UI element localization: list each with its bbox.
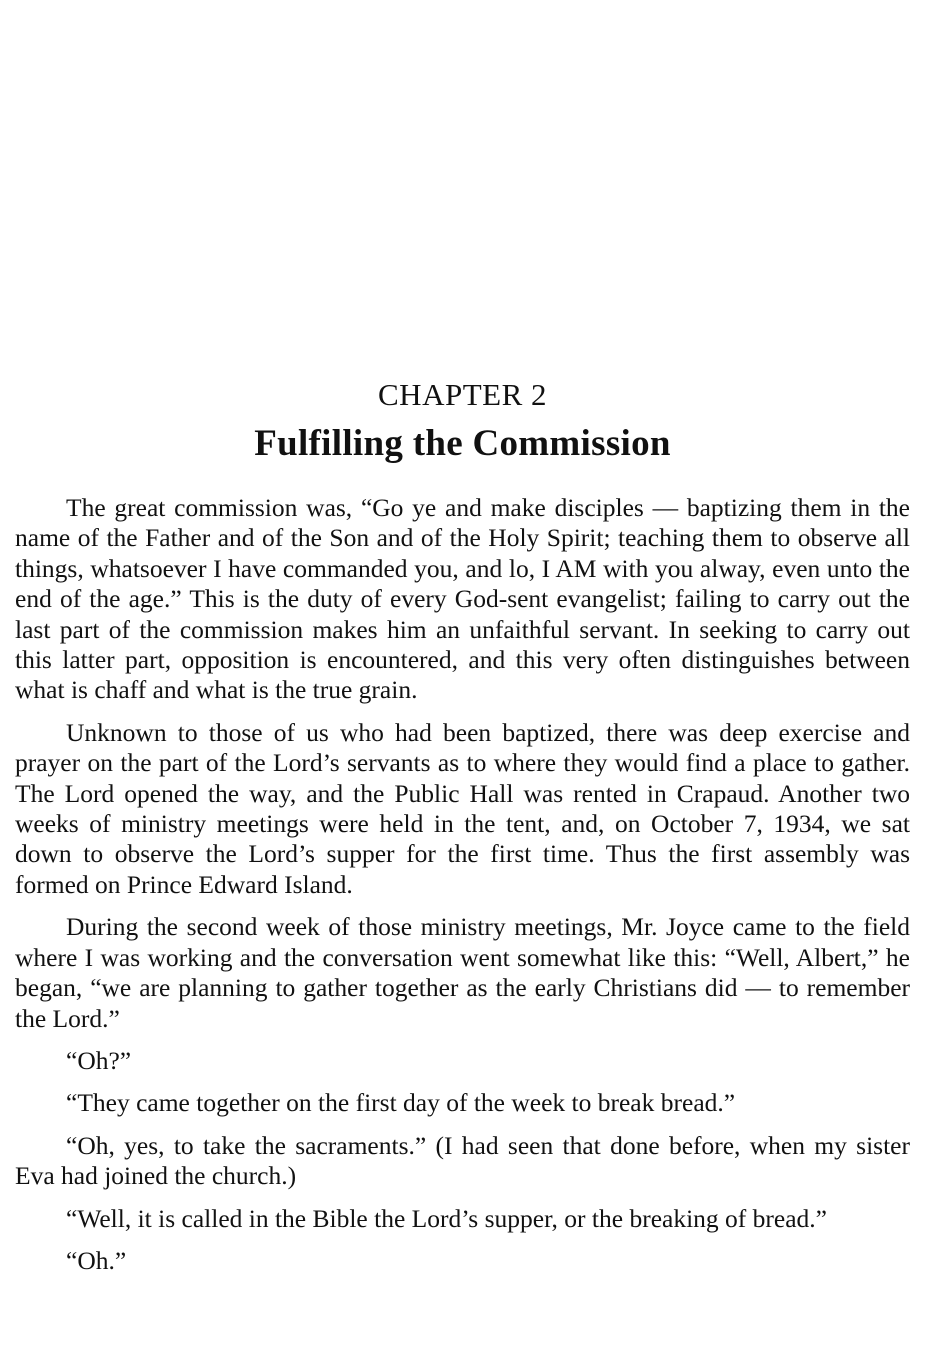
paragraph-3: During the second week of those ministry meetings, Mr. Joyce came to the field where I was working and the conversation went somewhat like this: “Well, Albert,” he began, “we are planning to gather together as the early Christians did — to remember the Lord.” — [15, 912, 910, 1033]
chapter-body — [15, 493, 910, 1288]
paragraph-7: “Well, it is called in the Bible the Lord’s supper, or the breaking of bread.” — [66, 1203, 827, 1233]
paragraph-5: “They came together on the first day of the week to break bread.” — [66, 1088, 736, 1118]
paragraph-6: “Oh, yes, to take the sacraments.” (I had seen that done before, when my sister Eva had joined the church.) — [15, 1130, 910, 1191]
chapter-label: CHAPTER 2 — [378, 377, 547, 412]
paragraph-1: The great commission was, “Go ye and make disciples — baptizing them in the name of the Father and of the Son and of the Holy Spirit; teaching them to observe all things, whatsoever I have commanded you, and lo, I AM with you alway, even unto the end of the age.” This is the duty of every God-sent evangelist; failing to carry out the last part of the commission makes him an unfaithful servant. In seeking to carry out this latter part, opposition is encountered, and this very often distinguishes between what is chaff and what is the true grain. — [15, 493, 910, 705]
chapter-title: Fulfilling the Commission — [254, 423, 671, 464]
paragraph-4: “Oh?” — [66, 1045, 132, 1075]
paragraph-2: Unknown to those of us who had been baptized, there was deep exercise and prayer on the part of the Lord’s servants as to where they would find a place to gather. The Lord opened the way, and the Public Hall was rented in Crapaud. Another two weeks of ministry meetings were held in the tent, and, on October 7, 1934, we sat down to observe the Lord’s supper for the first time. Thus the first assembly was formed on Prince Edward Island. — [15, 717, 910, 899]
paragraph-8: “Oh.” — [66, 1245, 127, 1275]
book-page — [15, 0, 910, 1368]
